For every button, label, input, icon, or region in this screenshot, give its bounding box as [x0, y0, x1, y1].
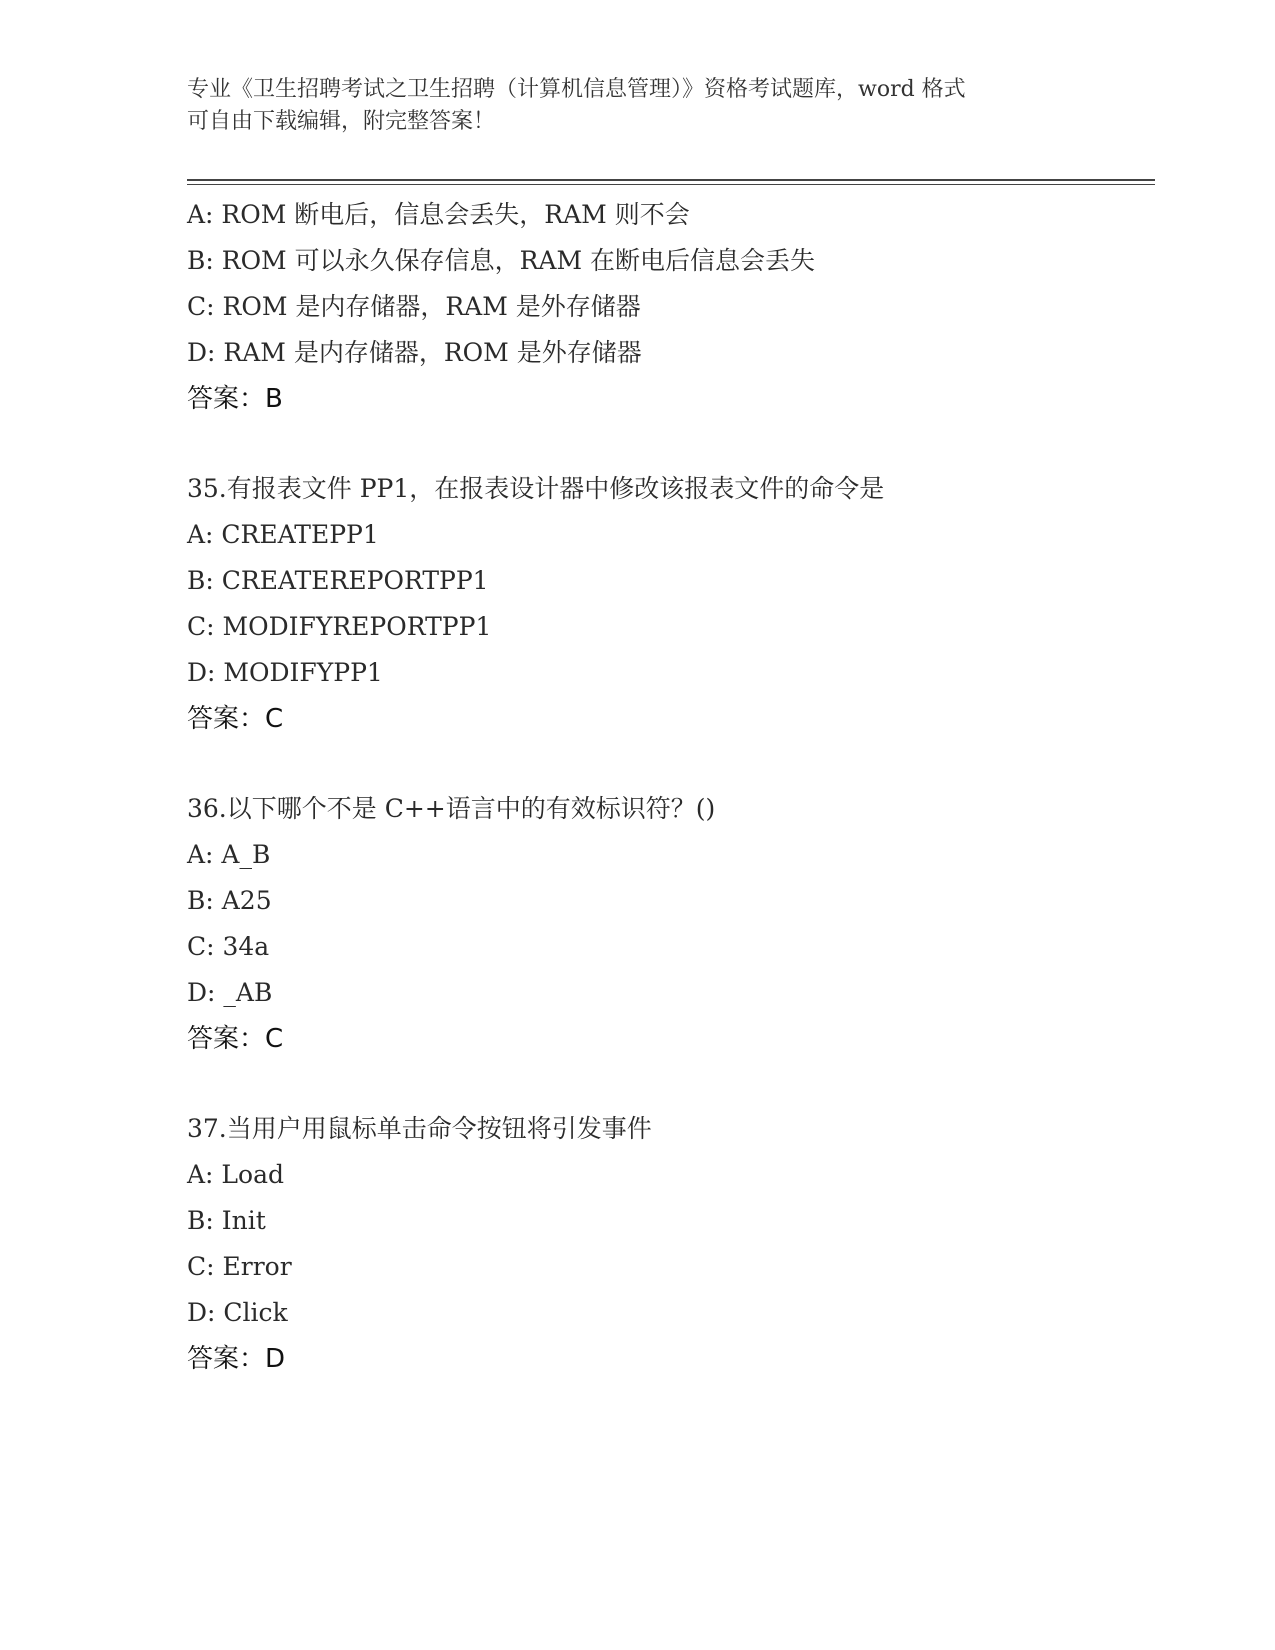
option-c: C: ROM 是内存储器，RAM 是外存储器: [187, 292, 641, 321]
option-b: B: ROM 可以永久保存信息，RAM 在断电后信息会丢失: [187, 246, 816, 275]
question-34: [187, 192, 1155, 422]
answer: 答案：C: [187, 1024, 284, 1054]
question-37: [187, 1106, 1155, 1382]
question-list: [187, 192, 1155, 1382]
option-b: B: Init: [187, 1206, 266, 1235]
question-title: 37.当用户用鼠标单击命令按钮将引发事件: [187, 1114, 652, 1143]
option-a: A: A_B: [187, 840, 271, 869]
question-35: [187, 466, 1155, 742]
answer: 答案：B: [187, 384, 283, 414]
question-title: 36.以下哪个不是 C++语言中的有效标识符？(): [187, 794, 716, 823]
option-d: D: _AB: [187, 978, 273, 1007]
option-c: C: 34a: [187, 932, 270, 961]
option-a: A: ROM 断电后，信息会丢失，RAM 则不会: [187, 200, 690, 229]
question-title: 35.有报表文件 PP1，在报表设计器中修改该报表文件的命令是: [187, 474, 885, 503]
header-line-1: 专业《卫生招聘考试之卫生招聘（计算机信息管理）》资格考试题库，word 格式: [187, 77, 966, 102]
option-a: A: Load: [187, 1160, 284, 1189]
option-c: C: Error: [187, 1252, 292, 1281]
option-b: B: CREATEREPORTPP1: [187, 566, 489, 595]
option-d: D: RAM 是内存储器，ROM 是外存储器: [187, 338, 642, 367]
option-a: A: CREATEPP1: [187, 520, 379, 549]
answer: 答案：C: [187, 704, 284, 734]
header-line-2: 可自由下载编辑，附完整答案！: [187, 109, 496, 134]
option-d: D: MODIFYPP1: [187, 658, 383, 687]
option-c: C: MODIFYREPORTPP1: [187, 612, 492, 641]
question-36: [187, 786, 1155, 1062]
document-header: [187, 74, 1067, 138]
answer: 答案：D: [187, 1344, 286, 1374]
header-rule-thin: [187, 184, 1155, 185]
option-d: D: Click: [187, 1298, 288, 1327]
option-b: B: A25: [187, 886, 272, 915]
header-rule-thick: [187, 179, 1155, 181]
